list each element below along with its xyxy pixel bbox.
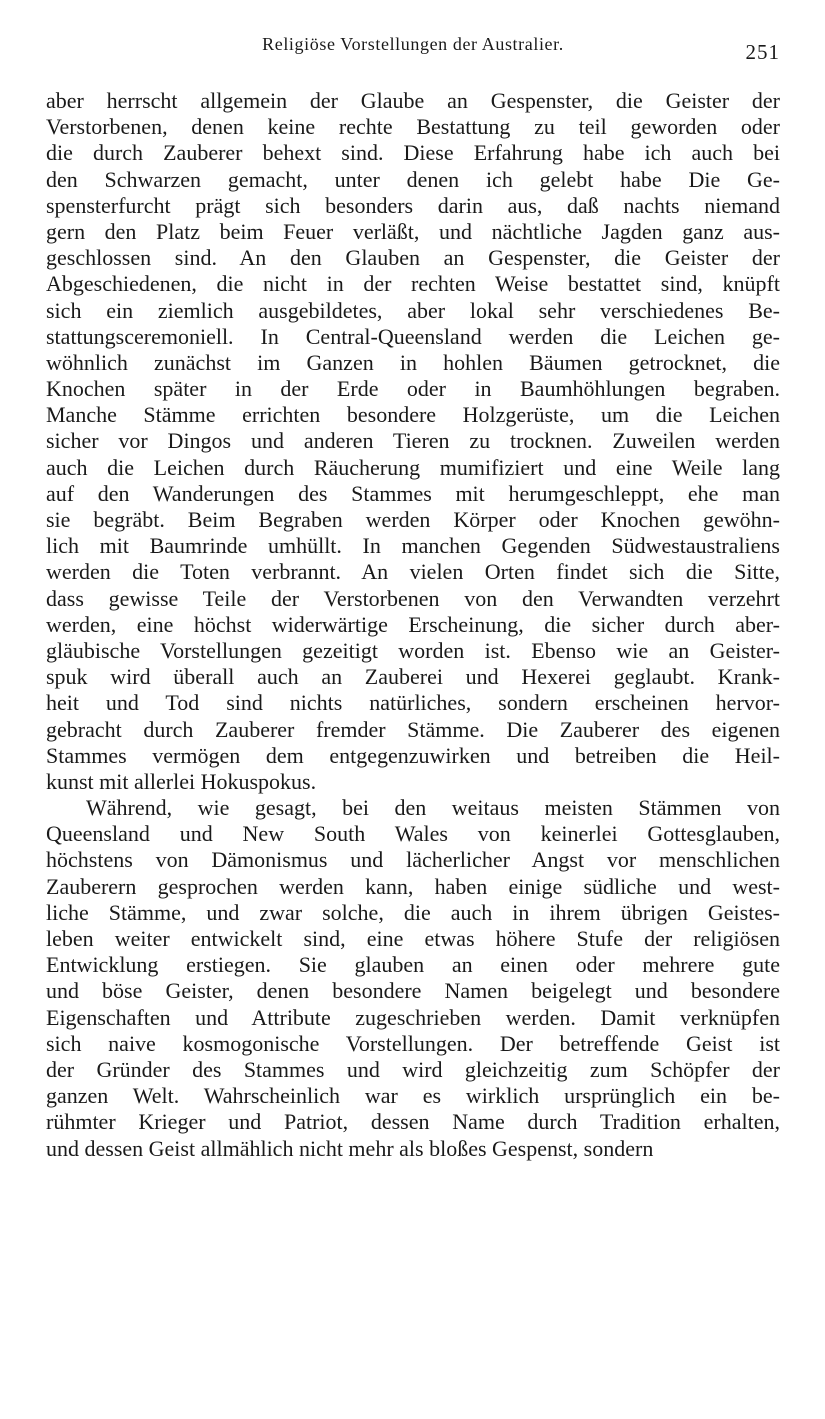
text-line: leben weiter entwickelt sind, eine etwas höhere Stufe der religiösen [46,926,780,951]
text-line: sicher vor Dingos und anderen Tieren zu trocknen. Zuweilen werden [46,428,780,454]
text-line: auch die Leichen durch Räucherung mumifiziert und eine Weile lang [46,454,780,480]
text-line: spuk wird überall auch an Zauberei und Hexerei geglaubt. Krank- [46,664,780,690]
text-line: werden, eine höchst widerwärtige Erscheinung, die sicher durch aber- [46,611,780,637]
text-line: spensterfurcht prägt sich besonders darin aus, daß nachts niemand [46,192,780,218]
text-line: auf den Wanderungen des Stammes mit herumgeschleppt, ehe man [46,480,780,506]
text-line: Eigenschaften und Attribute zugeschrieben werden. Damit verknüpfen [46,1004,780,1030]
text-line: sie begräbt. Beim Begraben werden Körper oder Knochen gewöhn- [46,507,780,532]
text-line: wöhnlich zunächst im Ganzen in hohlen Bäumen getrocknet, die [46,349,780,375]
text-line: rühmter Krieger und Patriot, dessen Name durch Tradition erhalten, [46,1109,780,1135]
text-line: gern den Platz beim Feuer verläßt, und nächtliche Jagden ganz aus- [46,218,780,244]
text-line: werden die Toten verbrannt. An vielen Orten findet sich die Sitte, [46,559,780,585]
text-line: Knochen später in der Erde oder in Baumhöhlungen begraben. [46,376,780,402]
text-line: Entwicklung erstiegen. Sie glauben an einen oder mehrere gute [46,952,780,978]
text-line: Verstorbenen, denen keine rechte Bestattung zu teil geworden oder [46,114,780,140]
text-line: höchstens von Dämonismus und lächerlicher Angst vor menschlichen [46,847,780,873]
text-line: Während, wie gesagt, bei den weitaus meisten Stämmen von [86,795,780,821]
text-line: aber herrscht allgemein der Glaube an Gespenster, die Geister der [46,88,780,113]
text-line: geschlossen sind. An den Glauben an Gespenster, die Geister der [46,245,780,271]
body-text [46,88,780,1162]
paragraph [46,88,780,795]
text-line: Stammes vermögen dem entgegenzuwirken und betreiben die Heil- [46,742,780,768]
text-line: Manche Stämme errichten besondere Holzgerüste, um die Leichen [46,402,780,428]
text-line: den Schwarzen gemacht, unter denen ich gelebt habe Die Ge- [46,166,780,192]
text-line: Zauberern gesprochen werden kann, haben einige südliche und west- [46,873,780,899]
text-line: heit und Tod sind nichts natürliches, sondern erscheinen hervor- [46,690,780,716]
text-line: sich ein ziemlich ausgebildetes, aber lokal sehr verschiedenes Be- [46,297,780,323]
text-line: und böse Geister, denen besondere Namen beigelegt und besondere [46,978,780,1004]
text-line: liche Stämme, und zwar solche, die auch in ihrem übrigen Geistes- [46,899,780,925]
text-line: stattungsceremoniell. In Central-Queensland werden die Leichen ge- [46,323,780,349]
text-line: lich mit Baumrinde umhüllt. In manchen Gegenden Südwestaustraliens [46,533,780,559]
paragraph [46,795,780,1162]
text-line: und dessen Geist allmählich nicht mehr als bloßes Gespenst, sondern [46,1135,654,1161]
text-line: sich naive kosmogonische Vorstellungen. Der betreffende Geist ist [46,1030,780,1056]
running-head [46,34,780,64]
text-line: die durch Zauberer behext sind. Diese Erfahrung habe ich auch bei [46,140,780,166]
text-line: dass gewisse Teile der Verstorbenen von den Verwandten verzehrt [46,585,780,611]
text-line: kunst mit allerlei Hokuspokus. [46,768,317,794]
text-line: gebracht durch Zauberer fremder Stämme. Die Zauberer des eigenen [46,716,780,742]
running-title: Religiöse Vorstellungen der Australier. [262,34,564,54]
text-line: ganzen Welt. Wahrscheinlich war es wirklich ursprünglich ein be- [46,1083,780,1109]
text-line: gläubische Vorstellungen gezeitigt worden ist. Ebenso wie an Geister- [46,637,780,663]
text-line: Abgeschiedenen, die nicht in der rechten Weise bestattet sind, knüpft [46,271,780,297]
page-number: 251 [745,40,780,64]
text-line: der Gründer des Stammes und wird gleichzeitig zum Schöpfer der [46,1056,780,1082]
text-line: Queensland und New South Wales von keinerlei Gottesglauben, [46,821,780,847]
